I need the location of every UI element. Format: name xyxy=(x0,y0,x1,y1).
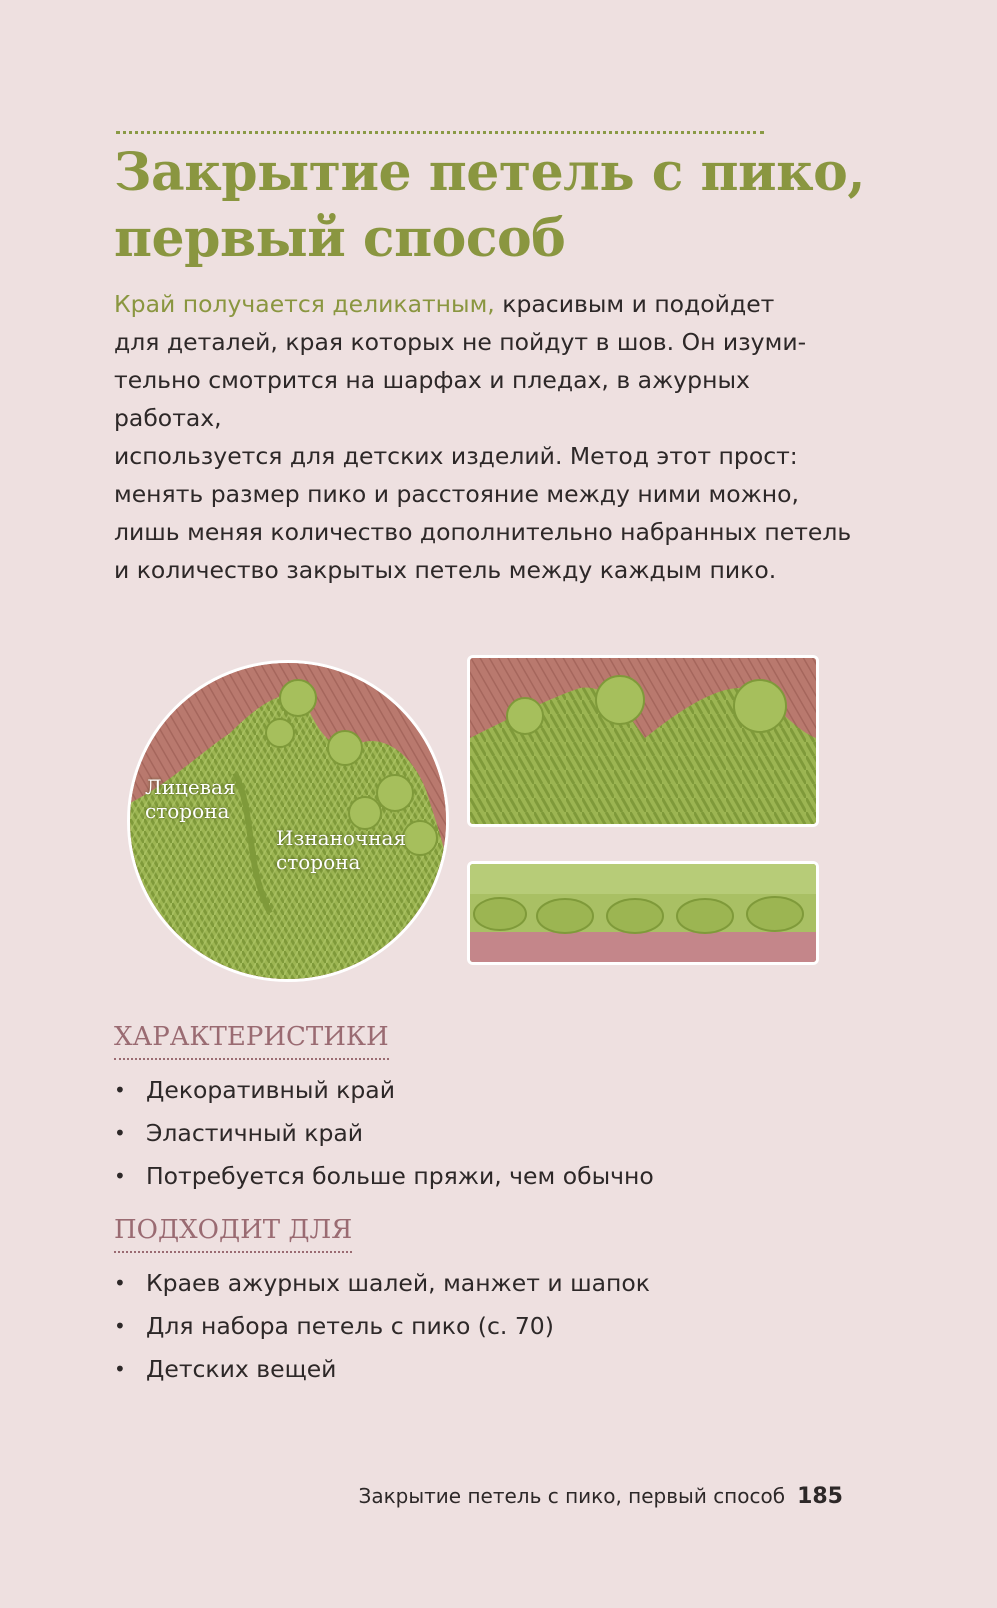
page-footer xyxy=(359,1484,844,1509)
list-item: • Для набора петель с пико (с. 70) xyxy=(114,1305,650,1348)
dotted-rule xyxy=(116,131,764,134)
page-title xyxy=(114,140,874,272)
list-item: • Эластичный край xyxy=(114,1112,654,1155)
title-line-2: первый способ xyxy=(114,208,566,269)
intro-line: используется для детских изделий. Метод этот прост: xyxy=(114,442,798,470)
title-line-1: Закрытие петель с пико, xyxy=(114,142,865,203)
picot-edge-photo-top xyxy=(467,655,819,827)
picot-edge-photo-bottom xyxy=(467,861,819,965)
suitable-for-heading: ПОДХОДИТ ДЛЯ xyxy=(114,1213,352,1253)
caption-back-side xyxy=(276,826,406,874)
characteristics-list xyxy=(114,1069,654,1198)
intro-line: красивым и подойдет xyxy=(502,290,775,318)
intro-line: тельно смотрится на шарфах и пледах, в ажурных работах, xyxy=(114,366,750,432)
list-item: • Краев ажурных шалей, манжет и шапок xyxy=(114,1262,650,1305)
list-item: • Детских вещей xyxy=(114,1348,650,1391)
intro-lead: Край получается деликатным, xyxy=(114,290,495,318)
intro-line: лишь меняя количество дополнительно набранных петель xyxy=(114,518,852,546)
intro-line: для деталей, края которых не пойдут в шов. Он изуми- xyxy=(114,328,807,356)
list-item: • Потребуется больше пряжи, чем обычно xyxy=(114,1155,654,1198)
list-item: • Декоративный край xyxy=(114,1069,654,1112)
intro-line: менять размер пико и расстояние между ними можно, xyxy=(114,480,800,508)
running-title: Закрытие петель с пико, первый способ xyxy=(358,1484,786,1508)
suitable-for-list xyxy=(114,1262,650,1391)
intro-line: и количество закрытых петель между каждым пико. xyxy=(114,556,777,584)
caption-back-line-1: Изнаночная xyxy=(276,826,407,850)
caption-front-line-1: Лицевая xyxy=(145,775,236,799)
caption-front-side xyxy=(145,775,236,823)
caption-back-line-2: сторона xyxy=(276,850,361,874)
caption-front-line-2: сторона xyxy=(145,799,230,823)
page-number: 185 xyxy=(797,1484,843,1509)
characteristics-heading: ХАРАКТЕРИСТИКИ xyxy=(114,1020,389,1060)
intro-paragraph xyxy=(114,285,854,589)
